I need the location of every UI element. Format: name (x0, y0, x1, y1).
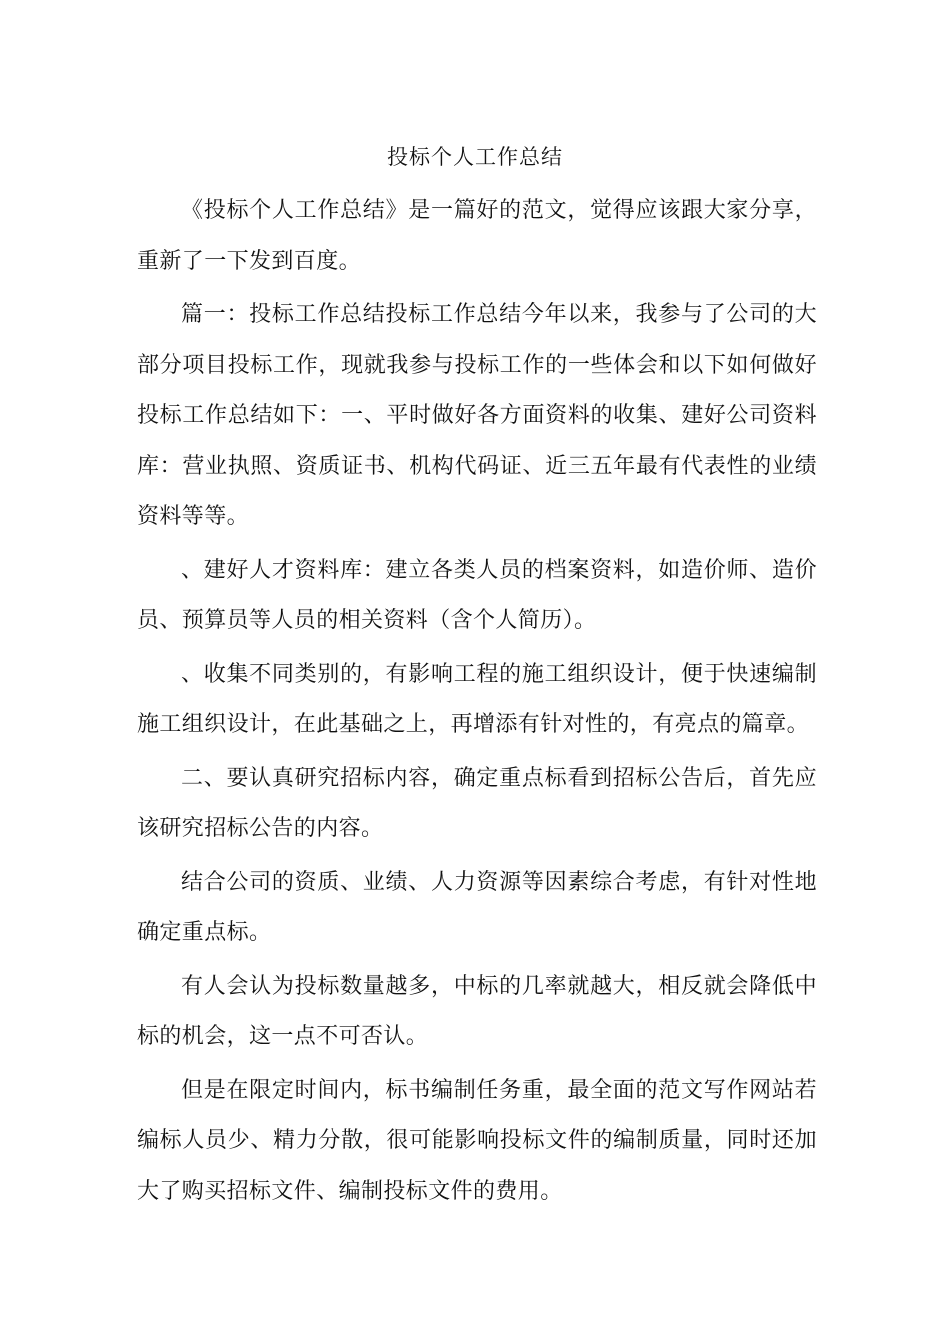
paragraph-study-tender: 二、要认真研究招标内容，确定重点标看到招标公告后，首先应该研究招标公告的内容。 (137, 765, 817, 841)
document-body (137, 186, 817, 1220)
paragraph-bid-quantity: 有人会认为投标数量越多，中标的几率就越大，相反就会降低中标的机会，这一点不可否认。 (137, 973, 817, 1049)
paragraph-talent-database: 、建好人才资料库：建立各类人员的档案资料，如造价师、造价员、预算员等人员的相关资料（含个人简历）。 (137, 557, 817, 633)
paragraph-limited-time: 但是在限定时间内，标书编制任务重，最全面的范文写作网站若编标人员少、精力分散，很可能影响投标文件的编制质量，同时还加大了购买招标文件、编制投标文件的费用。 (137, 1077, 817, 1204)
paragraph-intro: 《投标个人工作总结》是一篇好的范文，觉得应该跟大家分享，重新了一下发到百度。 (137, 198, 817, 274)
paragraph-part-one: 篇一：投标工作总结投标工作总结今年以来，我参与了公司的大部分项目投标工作，现就我参与投标工作的一些体会和以下如何做好投标工作总结如下：一、平时做好各方面资料的收集、建好公司资料库：营业执照、资质证书、机构代码证、近三五年最有代表性的业绩资料等等。 (137, 302, 817, 529)
paragraph-key-bids: 结合公司的资质、业绩、人力资源等因素综合考虑，有针对性地确定重点标。 (137, 869, 817, 945)
paragraph-construction-design: 、收集不同类别的，有影响工程的施工组织设计，便于快速编制施工组织设计，在此基础之上，再增添有针对性的，有亮点的篇章。 (137, 661, 817, 737)
document-title: 投标个人工作总结 (387, 145, 563, 169)
